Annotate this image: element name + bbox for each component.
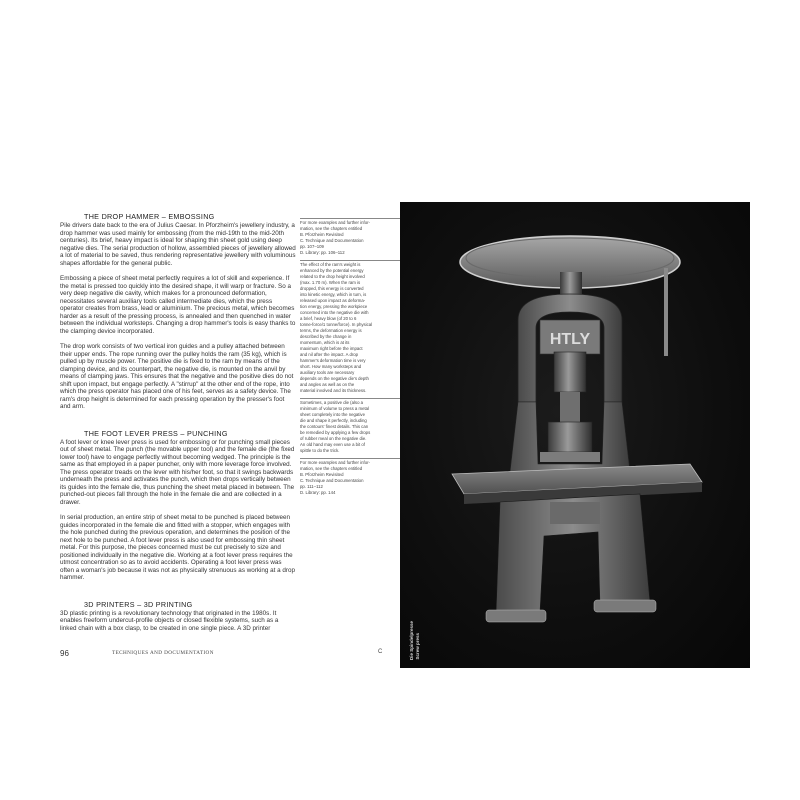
sidenote [300, 398, 400, 454]
sidenote-line: short. How many worksteps and [300, 364, 362, 369]
sidenote-line: C. Technique and Documentation [300, 478, 364, 483]
sidenote-line: described by the change in [300, 334, 352, 339]
sidenote-line: dropped, this energy is converted [300, 286, 364, 291]
press-label: HTLY [549, 331, 591, 348]
sidenote-line: terms, the deformation energy is [300, 328, 362, 333]
sidenote-line: For more examples and further infor- [300, 220, 370, 225]
sidenote-line: (max. 1.70 m). When the ram is [300, 280, 361, 285]
caption-german: Die Spindelpresse [409, 620, 414, 660]
sidenote-line: of rubber meal on the negative die. [300, 436, 367, 441]
sidenote [300, 458, 400, 496]
sidenote-line: D. Library: pp. 144 [300, 490, 336, 495]
sidenote-line: enhanced by the potential energy [300, 268, 364, 273]
sidenote-line: concerned into the negative die with [300, 310, 369, 315]
body-paragraph: The drop work consists of two vertical iron guides and a pulley attached between their upper ends. The rope running over the pulley holds the ram (35 kg), which is pulled up by muscle power. The positive die is fixed to the ram by means of the clamping device, and its counterpart, the negative die, is mounted on the anvil by means of clamping jaws. This ensures that the negative and the positive dies do not shift upon impact, but engage perfectly. A "stirrup" at the other end of the rope, into which the press operator has placed one of his feet, serves as a safety device. The ram's drop height is determined for each pressing operation by the presser's foot and arm. [60, 343, 294, 410]
section-title: THE DROP HAMMER – EMBOSSING [84, 212, 215, 221]
sidenote-line: and angles as well as on the [300, 382, 355, 387]
sidenote [300, 218, 400, 256]
sidenote-line: An old hand may even use a bit of [300, 442, 365, 447]
section-title: THE FOOT LEVER PRESS – PUNCHING [84, 428, 228, 438]
sidenote-line: auxiliary tools are necessary [300, 370, 355, 375]
sidenote-line: sheet completely into the negative [300, 412, 365, 417]
page-footer [60, 649, 383, 661]
sidenote-line: released upon impact as deforma- [300, 298, 366, 303]
sidenote-line: mation, see the chapters entitled [300, 466, 363, 471]
sidenote-line: Sometimes, a positive die (also a [300, 400, 364, 405]
sidenote-line: B. Pforzheim Revisited [300, 472, 344, 477]
sidenote-line: be remedied by applying a few drops [300, 430, 371, 435]
handle-rod [664, 268, 668, 356]
sidenote-line: depends on the negative die's depth [300, 376, 369, 381]
sidenote-line: C. Technique and Documentation [300, 238, 364, 243]
sidenote-line: hammer's deformation time is very [300, 358, 366, 363]
sidenote-line: The effect of the ram's weight is [300, 262, 361, 267]
sidenote-line: For more examples and further infor- [300, 460, 370, 465]
left-foot [486, 610, 546, 622]
sidenote-line: maximum right before the impact [300, 346, 363, 351]
sidenote-line: momentum, which is at its [300, 340, 350, 345]
sidenote-line: pp. 107–109 [300, 244, 324, 249]
body-paragraph: 3D plastic printing is a revolutionary technology that originated in the 1980s. It enables freeform undercut-profile objects or closed flexible systems, such as a linked chain with a box clasp, to be created in one single piece. A 3D printer [60, 609, 279, 632]
body-paragraph: Pile drivers date back to the era of Julius Caesar. In Pforzheim's jewellery industry, a drop hammer was used mainly for embossing (from the mid-19th to the mid-20th centuries). Its brief, heavy impact is ideal for shaping thin sheet gold using deep negative dies. The serial production of hollow, assembled pieces of jewellery allowed a lot of material to be saved, thus rendering representative jewellery with voluminous shapes affordable for the general public. [60, 222, 296, 267]
text-page [56, 206, 400, 672]
sidenote [300, 260, 400, 394]
sidenote-line: tonne-force/1 tonne/force). In physical [300, 322, 373, 327]
page-number: 96 [60, 649, 69, 658]
sidenote-line: tion energy, pressing the workpiece [300, 304, 368, 309]
running-tail: C [378, 649, 383, 655]
section-gap [60, 590, 296, 600]
main-column [60, 212, 296, 640]
photo-caption [409, 610, 429, 660]
running-head: TECHNIQUES AND DOCUMENTATION [112, 650, 214, 656]
body-paragraph: Embossing a piece of sheet metal perfectly requires a lot of skill and experience. If the metal is pressed too quickly into the desired shape, it will warp or fracture. So a very deep negative die cavity, which makes for a pronounced deformation, necessitates several auxiliary tools called intermediate dies, which the press operator creates from brass, lead or aluminium. The precious metal, which becomes harder as a result of the pressing process, is annealed and then quenched in water between the individual worksteps. Changing a drop hammer's tools is easy thanks to the clamping device incorporated. [60, 275, 296, 335]
sidenotes-column [300, 218, 400, 500]
sidenote-line: into kinetic energy, which in turn, is [300, 292, 367, 297]
sidenote-line: and nil after the impact. A drop [300, 352, 359, 357]
right-foot [594, 600, 656, 612]
sidenote-line: mation, see the chapters entitled [300, 226, 363, 231]
screw-press-illustration [400, 202, 750, 668]
caption-english: Screw press [415, 633, 420, 660]
screw-press-photo [400, 202, 750, 668]
section-gap [60, 419, 296, 429]
sidenote-line: D. Library: pp. 106–112 [300, 250, 345, 255]
body-paragraph: In serial production, an entire strip of sheet metal to be punched is placed between guides incorporated in the female die and fitted with a stopper, which engages with the hole punched during the previous operation, and determines the position of the next hole to be punched. A foot lever press is also used for embossing thin sheet metal. For this purpose, the pieces concerned must be cut precisely to size and positioned individually in the negative die. Working at a foot lever press requires the utmost concentration so as to avoid accidents. Operating a foot lever press was often a woman's job because it was not as physically strenuous as working at a drop hammer. [60, 514, 296, 581]
section-title: 3D PRINTERS – 3D PRINTING [84, 599, 193, 609]
sidenote-line: material involved and its thickness. [300, 388, 367, 393]
sidenote-line: related to the drop height involved [300, 274, 365, 279]
body-paragraph: A foot lever or knee lever press is used for embossing or for punching small pieces out of sheet metal. The punch (the movable upper tool) and the female die (the fixed lower tool) have to engage perfectly without becoming wedged. The principle is the same as that employed in a paper puncher, only with more leverage force involved. The press operator treads on the lever with his/her foot, so that it swings backwards underneath the press and activates the punch, which then drops vertically between its guides into the female die, thus punching the sheet metal placed in between. The punched-out pieces fall through the hole in the female die and are collected in a drawer. [60, 438, 295, 506]
sidenote-line: minimum of volume to press a metal [300, 406, 370, 411]
sidenote-line: a brief, heavy blow (of 20 to 6 [300, 316, 357, 321]
die-block [548, 422, 592, 452]
sidenote-line: spittle to do the trick. [300, 448, 340, 453]
ram [554, 352, 586, 392]
sidenote-line: die and shape it perfectly, including [300, 418, 367, 423]
sidenote-line: B. Pforzheim Revisited [300, 232, 344, 237]
sidenote-line: pp. 111–112 [300, 484, 323, 489]
sidenote-line: the contours' finest details. This can [300, 424, 369, 429]
